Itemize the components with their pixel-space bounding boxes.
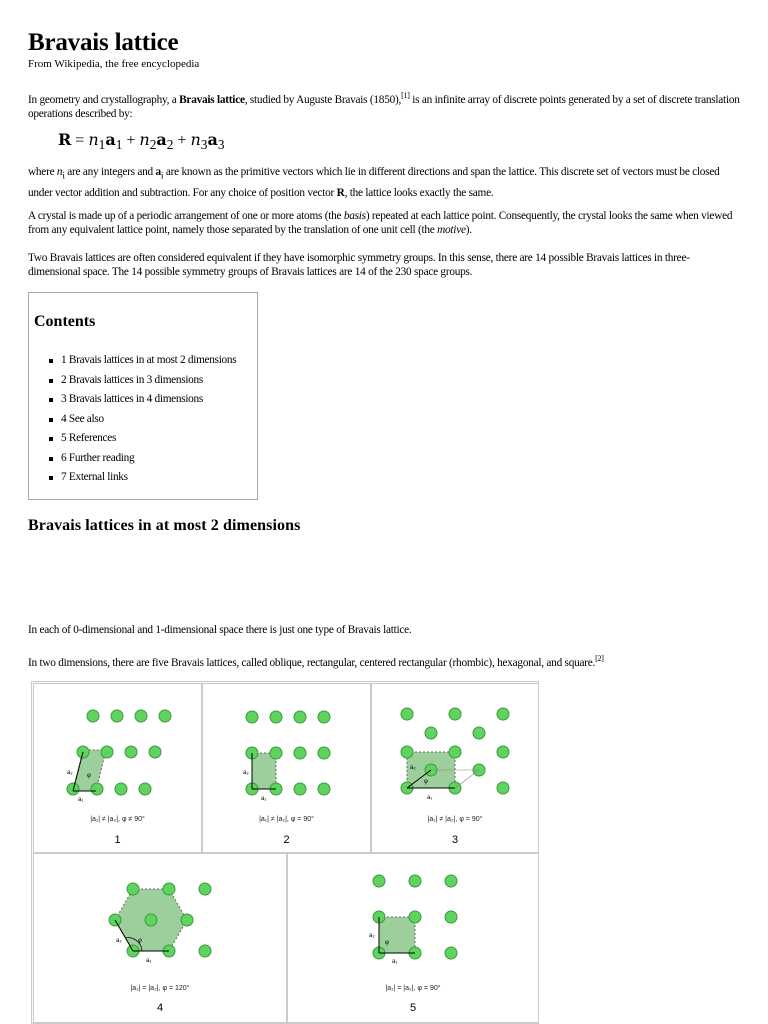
p2-R: R bbox=[336, 187, 345, 200]
svg-text:a₂: a₂ bbox=[369, 933, 375, 939]
square-lattice-diagram bbox=[288, 854, 540, 1024]
formula-plus: + bbox=[173, 132, 191, 149]
intro-bold-term: Bravais lattice bbox=[179, 93, 245, 106]
toc-item[interactable]: 2 Bravais lattices in 3 dimensions bbox=[49, 371, 236, 391]
table-of-contents bbox=[28, 292, 258, 500]
centered-rectangular-lattice-diagram bbox=[372, 684, 540, 854]
p3-text-1: A crystal is made up of a periodic arrangement of one or more atoms (the bbox=[28, 210, 344, 222]
svg-text:a₂: a₂ bbox=[116, 938, 122, 944]
toc-item[interactable]: 1 Bravais lattices in at most 2 dimensions bbox=[49, 351, 236, 371]
lattice-number: 5 bbox=[409, 1002, 417, 1014]
svg-text:a₁: a₁ bbox=[427, 795, 433, 801]
formula-n3: n bbox=[190, 130, 201, 149]
crystal-paragraph bbox=[28, 209, 740, 237]
intro-text-1: In geometry and crystallography, a bbox=[28, 93, 180, 106]
p3-basis: basis bbox=[343, 210, 366, 222]
lattice-caption: |a₁| ≠ |a₂|, φ = 90° bbox=[427, 816, 483, 823]
formula-sub: 1 bbox=[98, 137, 106, 153]
intro-paragraph bbox=[28, 89, 740, 121]
toc-title: Contents bbox=[34, 313, 96, 330]
formula-n2: n bbox=[139, 130, 150, 149]
article bbox=[28, 28, 740, 1014]
svg-text:a₂: a₂ bbox=[67, 770, 73, 776]
formula-a3: a bbox=[207, 130, 218, 149]
svg-text:a₁: a₁ bbox=[146, 958, 152, 964]
p2-text-4: , the lattice looks exactly the same. bbox=[344, 187, 494, 200]
lattice-number: 1 bbox=[114, 834, 121, 846]
p2-ai: a bbox=[155, 166, 161, 178]
svg-text:φ: φ bbox=[385, 940, 389, 946]
low-dim-paragraph: In each of 0-dimensional and 1-dimensional space there is just one type of Bravais lattice. bbox=[28, 624, 412, 636]
p2-text-1: where bbox=[28, 166, 57, 178]
formula-R: R bbox=[58, 130, 72, 149]
equivalence-paragraph: Two Bravais lattices are often considered equivalent if they have isomorphic symmetry groups. In this sense, there are 14 possible Bravais lattices in three-dimensional space. The 14 possible symmetry groups of Bravais lattices are 14 of the 230 space groups. bbox=[28, 252, 690, 278]
svg-text:a₂: a₂ bbox=[410, 765, 416, 771]
reference-link-2[interactable]: [2] bbox=[595, 654, 604, 663]
two-dim-paragraph bbox=[28, 652, 604, 670]
lattice-panel-rectangular bbox=[202, 683, 371, 853]
bravais-2d-figure[interactable] bbox=[31, 681, 539, 1024]
oblique-lattice-diagram bbox=[34, 684, 203, 854]
intro-text-2: , studied by Auguste Bravais (1850), bbox=[244, 93, 402, 106]
p2-text-3: are known as the primitive vectors which lie in different directions and span the lattice. This discrete set of vectors must be closed under vector addition and subtraction. For any choice of position vector bbox=[28, 166, 720, 200]
lattice-panel-oblique bbox=[33, 683, 202, 853]
p2-ni-sub: i bbox=[62, 171, 65, 182]
hexagonal-lattice-diagram bbox=[34, 854, 288, 1024]
toc-item[interactable]: 4 See also bbox=[49, 410, 236, 430]
p2-text-2: are any integers and bbox=[64, 166, 156, 178]
lattice-panel-square bbox=[287, 853, 539, 1023]
svg-text:a₁: a₁ bbox=[78, 797, 84, 803]
lattice-panel-centered-rectangular bbox=[371, 683, 539, 853]
primitive-vectors-paragraph bbox=[28, 164, 740, 202]
lattice-number: 3 bbox=[451, 834, 459, 846]
svg-text:a₂: a₂ bbox=[243, 770, 249, 776]
formula-a2: a bbox=[156, 130, 167, 149]
formula-n1: n bbox=[88, 130, 99, 149]
formula-a1: a bbox=[105, 130, 116, 149]
formula-sub: 1 bbox=[115, 137, 123, 153]
svg-text:φ: φ bbox=[424, 779, 428, 785]
p3-text-2: ) repeated at each lattice point. Consequently, the crystal looks the same when viewed from any equivalent lattice point, namely those separated by the translation of one unit cell (the bbox=[28, 210, 733, 236]
formula-plus: + bbox=[122, 132, 140, 149]
toc-list bbox=[49, 351, 236, 488]
svg-text:φ: φ bbox=[87, 773, 91, 779]
formula-sub: 3 bbox=[217, 137, 225, 153]
p3-text-3: ). bbox=[465, 224, 472, 236]
unit-cell bbox=[379, 917, 415, 953]
svg-text:φ: φ bbox=[138, 938, 142, 944]
section-heading: Bravais lattices in at most 2 dimensions bbox=[28, 517, 301, 534]
p3-motive: motive bbox=[437, 224, 466, 236]
page-title: Bravais lattice bbox=[28, 29, 179, 56]
formula-equals: = bbox=[71, 132, 89, 149]
toc-item[interactable]: 3 Bravais lattices in 4 dimensions bbox=[49, 390, 236, 410]
p2-ai-sub: i bbox=[160, 171, 164, 182]
lattice-panel-hexagonal bbox=[33, 853, 287, 1023]
formula-sub: 3 bbox=[200, 137, 208, 153]
tagline: From Wikipedia, the free encyclopedia bbox=[28, 58, 200, 70]
rectangular-lattice-diagram bbox=[203, 684, 372, 854]
lattice-caption: |a₁| ≠ |a₂|, φ = 90° bbox=[259, 816, 314, 823]
svg-text:a₁: a₁ bbox=[392, 959, 398, 965]
lattice-caption: |a₁| = |a₂|, φ = 90° bbox=[385, 985, 441, 992]
lattice-caption: |a₁| ≠ |a₂|, φ ≠ 90° bbox=[90, 816, 145, 823]
toc-item[interactable]: 5 References bbox=[49, 429, 236, 449]
formula-sub: 2 bbox=[149, 137, 157, 153]
intro-text-3: is an infinite array of discrete points generated by a set of discrete translation operations described by: bbox=[28, 93, 740, 120]
p2-ni: n bbox=[56, 166, 63, 178]
reference-link-1[interactable]: [1] bbox=[401, 91, 410, 100]
svg-text:a₁: a₁ bbox=[261, 796, 267, 802]
lattice-formula bbox=[58, 130, 224, 153]
lattice-number: 4 bbox=[156, 1002, 164, 1014]
toc-item[interactable]: 6 Further reading bbox=[49, 449, 236, 469]
lattice-number: 2 bbox=[283, 834, 290, 846]
p6-text: In two dimensions, there are five Bravais lattices, called oblique, rectangular, centered rectangular (rhombic), hexagonal, and square. bbox=[28, 656, 596, 669]
lattice-caption: |a₁| = |a₂|, φ = 120° bbox=[130, 985, 190, 992]
formula-sub: 2 bbox=[166, 137, 174, 153]
toc-item[interactable]: 7 External links bbox=[49, 468, 236, 488]
